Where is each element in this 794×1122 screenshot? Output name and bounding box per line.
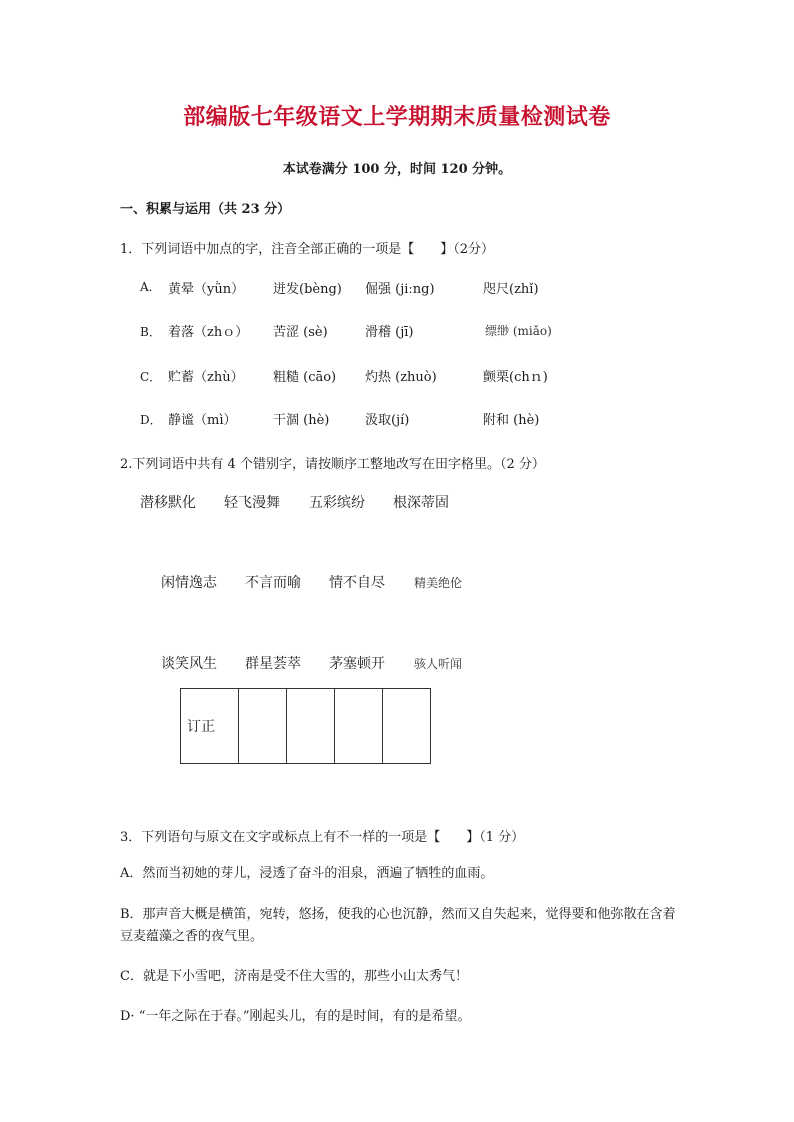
question-3-stem: 3．下列语句与原文在文字或标点上有不一样的一项是【 】（1 分） <box>120 830 525 845</box>
q1-option-item: 粗糙 (cāo) <box>273 370 337 385</box>
q1-option-item: 附和 (hè) <box>483 413 540 428</box>
q1-option-item: 缥缈 (miǎo) <box>485 324 552 338</box>
q2-word: 茅塞顿开 <box>329 656 385 672</box>
q1-option-item: 咫尺(zhǐ) <box>483 282 539 297</box>
q1-option-label: A. <box>140 280 153 294</box>
q3-option-c: C．就是下小雪吧，济南是受不住大雪的，那些小山太秀气！ <box>120 969 468 984</box>
q2-word: 不言而喻 <box>245 575 301 591</box>
q2-word: 精美绝伦 <box>414 576 463 590</box>
q1-option-item: 迸发(bèng) <box>273 282 342 297</box>
q3-option-a: A．然而当初她的芽儿，浸透了奋斗的泪泉，洒遍了牺牲的血雨。 <box>120 866 494 881</box>
q1-option-item: 静谧（mì） <box>168 413 237 428</box>
answer-box[interactable] <box>383 689 431 764</box>
q1-option-label: B． <box>140 325 161 339</box>
q1-option-item: 黄晕（yǜn） <box>168 282 245 297</box>
q2-word: 根深蒂固 <box>393 495 449 511</box>
q1-option-item: 贮蓄（zhù） <box>168 370 244 385</box>
q2-word: 谈笑风生 <box>161 656 217 672</box>
q3-option-b: B．那声音大概是横笛，宛转，悠扬，使我的心也沉静，然而又自失起来，觉得要和他弥散在含着豆麦蕴藻之香的夜气里。 <box>120 907 676 944</box>
q1-option-label: D． <box>140 413 162 427</box>
q1-option-item: 倔强 (jiːng) <box>365 282 435 297</box>
q2-word: 轻飞漫舞 <box>224 495 280 511</box>
q2-word: 闲情逸志 <box>161 575 217 591</box>
section-heading: 一、积累与运用（共 23 分） <box>120 202 291 217</box>
page-title: 部编版七年级语文上学期期末质量检测试卷 <box>183 105 611 130</box>
q1-option-item: 干涸 (hè) <box>273 413 330 428</box>
q3-option-d: D· “一年之际在于春。”刚起头儿，有的是时间，有的是希望。 <box>120 1009 471 1024</box>
q2-word: 潜移默化 <box>140 495 196 511</box>
q2-word: 骇人听闻 <box>414 657 463 671</box>
q2-word: 群星荟萃 <box>245 656 301 672</box>
q2-word: 五彩缤纷 <box>309 495 365 511</box>
q1-option-item: 颤栗(chｎ) <box>483 370 548 385</box>
answer-box[interactable] <box>335 689 383 764</box>
q1-option-item: 着落（zhｏ） <box>168 325 249 340</box>
answer-box[interactable] <box>239 689 287 764</box>
q1-option-item: 苦涩 (sè) <box>273 325 328 340</box>
q2-word: 情不自尽 <box>329 575 385 591</box>
grid-label: 订正 <box>181 689 239 764</box>
answer-box[interactable] <box>287 689 335 764</box>
question-1-stem: 1．下列词语中加点的字，注音全部正确的一项是【 】（2分） <box>120 242 495 257</box>
q1-option-item: 汲取(jí) <box>365 413 410 428</box>
exam-info: 本试卷满分 100 分，时间 120 分钟。 <box>282 162 512 177</box>
correction-grid <box>180 688 431 764</box>
q1-option-label: C． <box>140 370 162 384</box>
q1-option-item: 灼热 (zhuò) <box>365 370 437 385</box>
question-2-stem: 2.下列词语中共有 4 个错别字，请按顺序工整地改写在田字格里。（2 分） <box>120 457 545 472</box>
q1-option-item: 滑稽 (jī) <box>365 325 414 340</box>
